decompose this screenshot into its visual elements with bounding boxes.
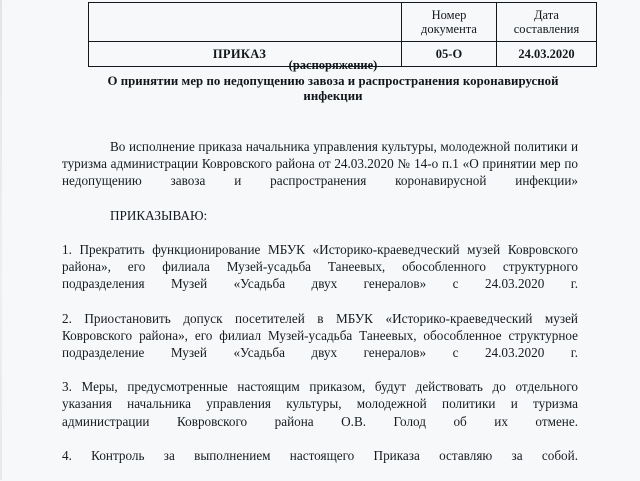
document-number-value: 05-О — [402, 42, 497, 67]
body-item-3: 3. Меры, предусмотренные настоящим приказом, будут действовать до отдельного указания начальника управления культуры, молодежной политики и туризма администрации Ковровского района О.В. Голод об их отмене. — [62, 379, 578, 429]
table-header-row — [89, 3, 597, 42]
header-cell-document-number — [402, 3, 497, 42]
body-item-1: 1. Прекратить функционирование МБУК «Историко-краеведческий музей Ковровского района», его филиала Музей-усадьба Танеевых, обособленного структурного подразделения Музей «Усадьба двух генералов» с 24.03.2020 г. — [62, 241, 578, 292]
body-preamble: Во исполнение приказа начальника управления культуры, молодежной политики и туризма администрации Ковровского района от 24.03.2020 № 14-о п.1 «О принятии мер по недопущению завоза и распространения коронавирусной инфекции» — [62, 139, 578, 189]
header-number-line-1: Номер — [431, 8, 467, 22]
page-title: О принятии мер по недопущению завоза и распространения коронавирусной инфекции — [107, 73, 559, 104]
body-item-2: 2. Приостановить допуск посетителей в МБУК «Историко-краеведческий музей Ковровского района», его филиал Музей-усадьба Танеевых, обособленное структурное подразделение Музей «Усадьба двух генералов» с 24.03.2020 г. — [62, 310, 578, 360]
document-subtype: (распоряжение) — [288, 58, 378, 72]
body-command-word: ПРИКАЗЫВАЮ: — [110, 207, 208, 223]
header-cell-compilation-date — [497, 3, 597, 42]
header-date-line-2: составления — [513, 22, 580, 36]
document-type-label: ПРИКАЗ — [89, 42, 402, 67]
title-block — [88, 58, 578, 105]
document-date-value: 24.03.2020 — [497, 42, 597, 67]
header-cell-blank — [89, 3, 402, 42]
header-number-line-2: документа — [421, 22, 477, 36]
document-body — [62, 138, 578, 481]
header-date-line-1: Дата — [534, 8, 559, 22]
scan-page-edge — [0, 0, 2, 480]
body-item-4: 4. Контроль за выполнением настоящего Приказа оставляю за собой. — [62, 447, 578, 463]
